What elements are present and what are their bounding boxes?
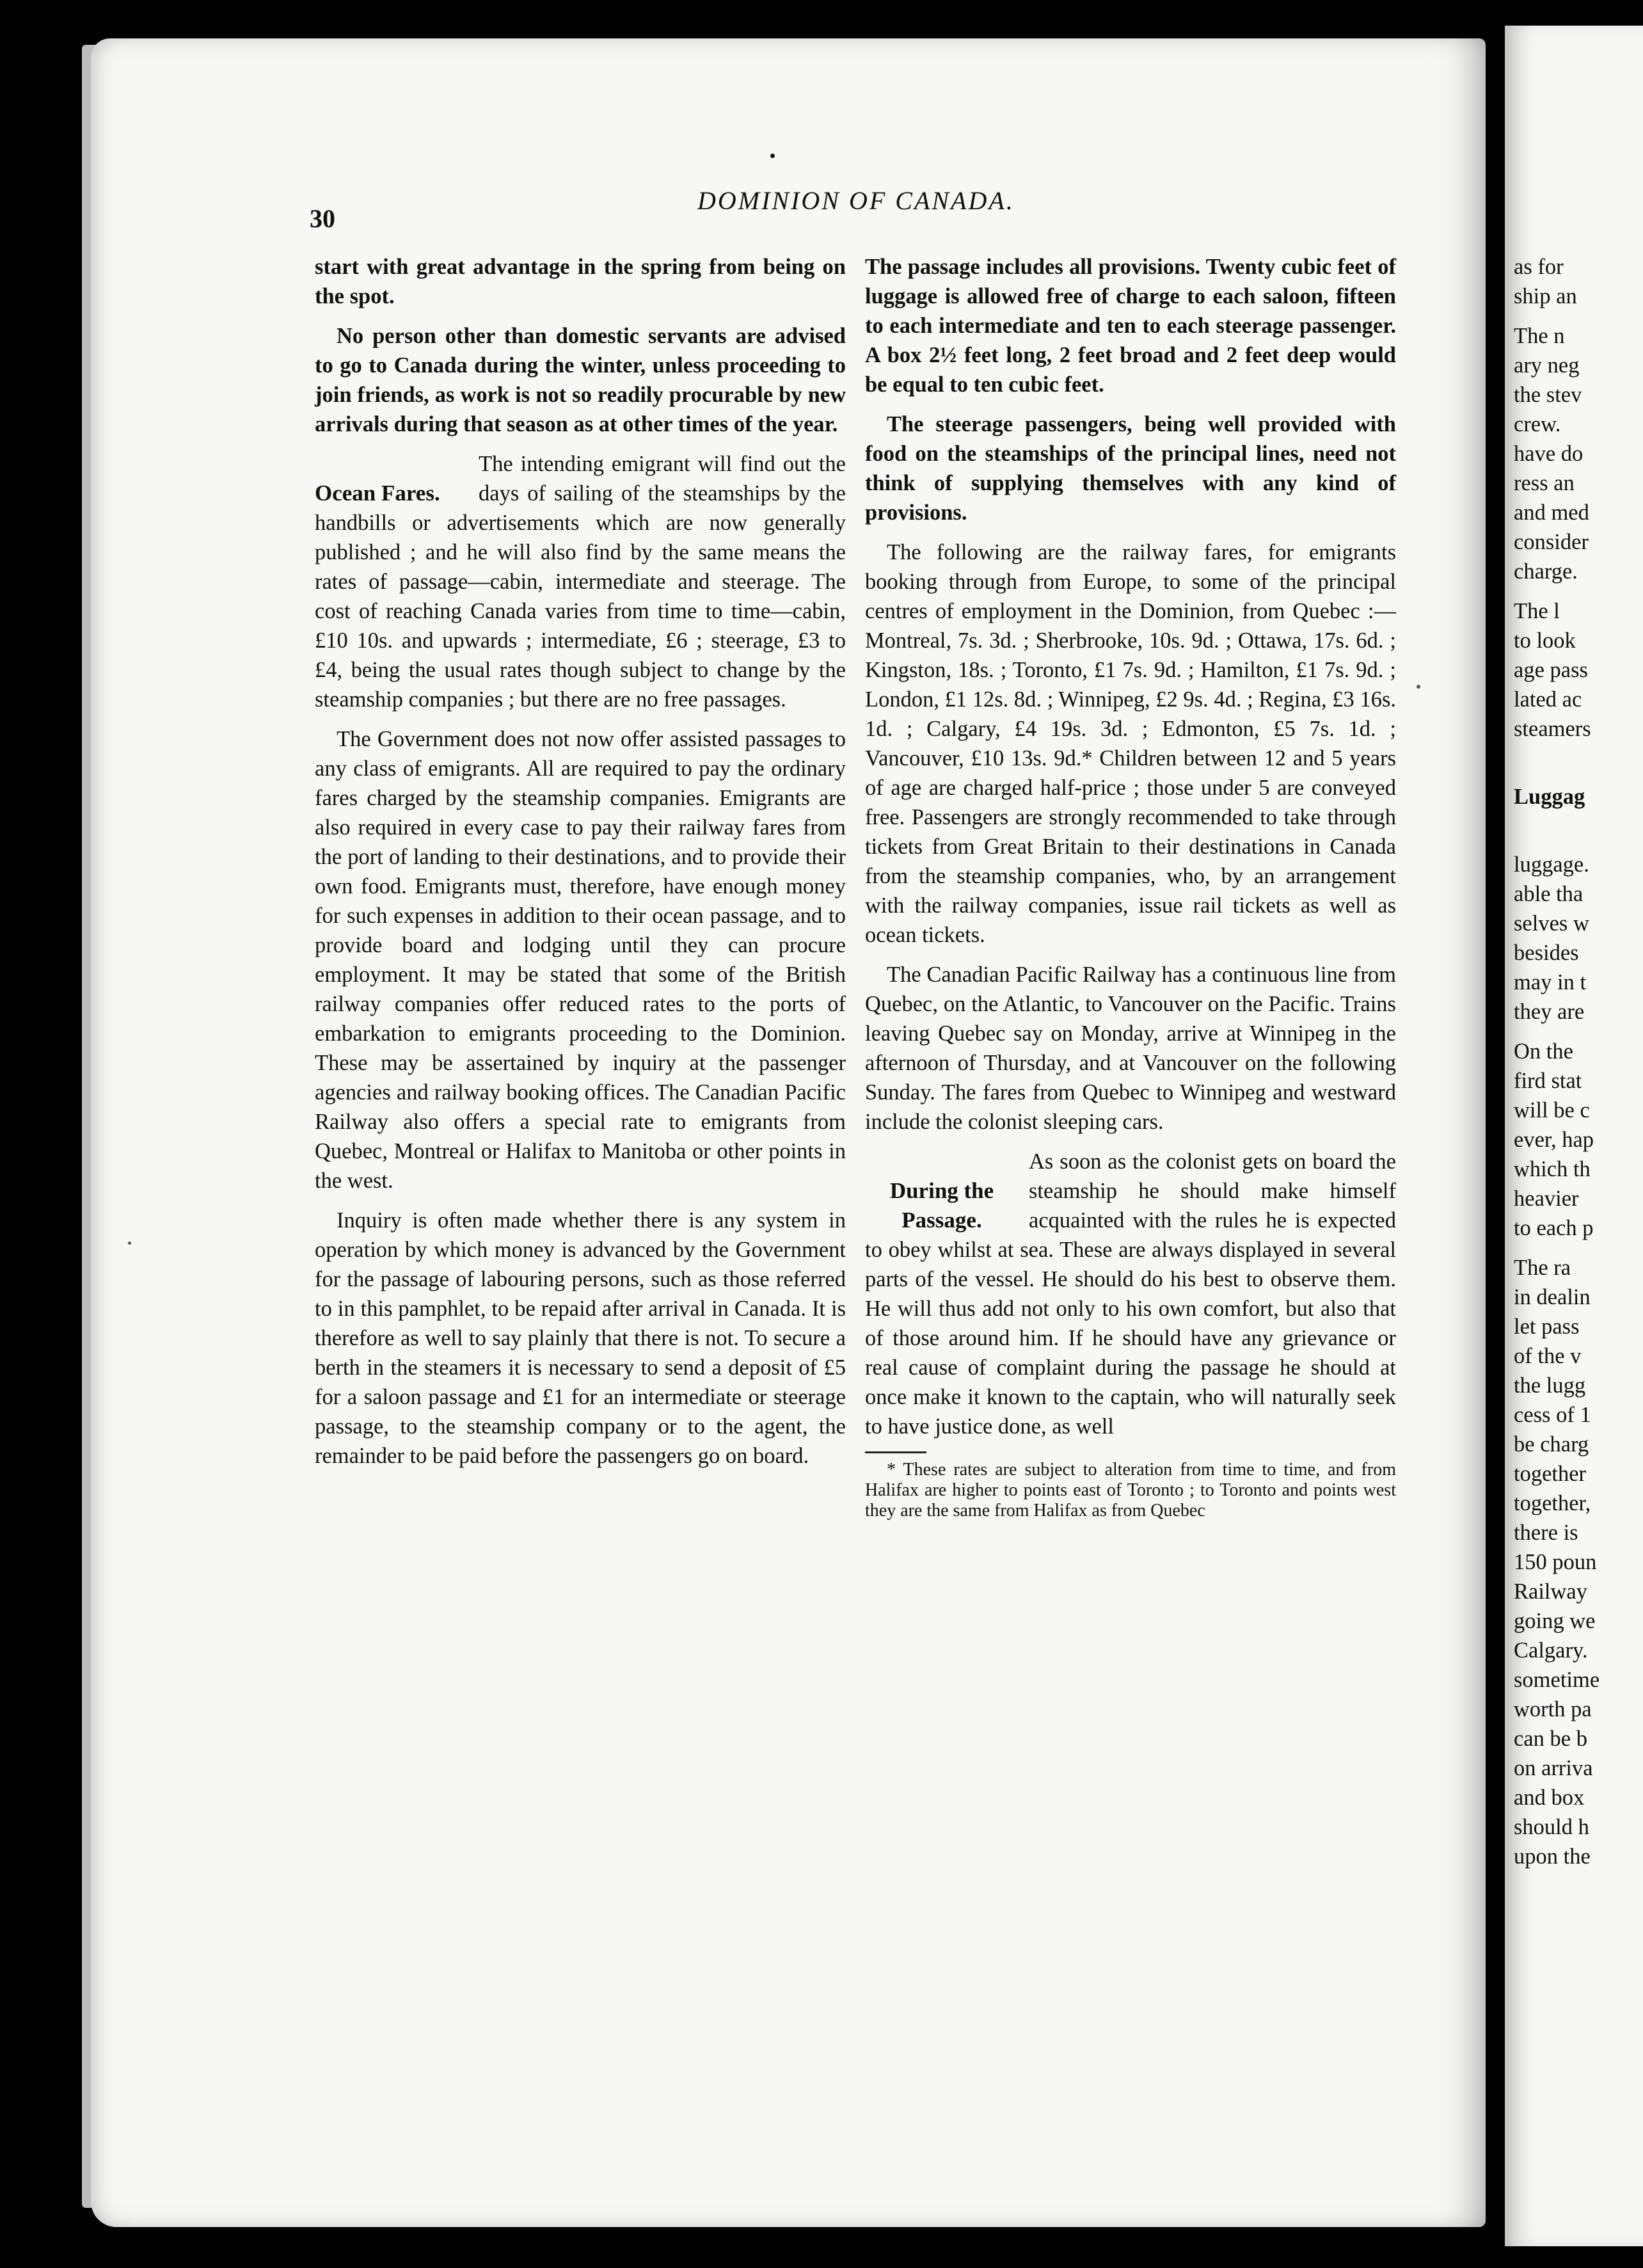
heading-line: During the <box>889 1178 994 1203</box>
fragment-line: 150 poun <box>1514 1550 1597 1574</box>
fragment-line: there is <box>1514 1521 1578 1545</box>
paragraph: The steerage passengers, being well provided with food on the steamships of the principal lines, need not think of supplying themselves with any kind of provisions. <box>865 412 1396 525</box>
fragment-line: age pass <box>1514 658 1588 682</box>
fragment-line: which th <box>1514 1157 1591 1181</box>
text-column-1 <box>315 252 846 1481</box>
fragment-line: heavier <box>1514 1186 1579 1211</box>
fragment-line: the stev <box>1514 383 1582 407</box>
fragment-line: on arriva <box>1514 1756 1593 1780</box>
fragment-line: and med <box>1514 500 1589 525</box>
fragment-line: should h <box>1514 1815 1589 1839</box>
fragment-line: ress an <box>1514 471 1575 495</box>
fragment-line: will be c <box>1514 1098 1590 1122</box>
fragment-line: Calgary. <box>1514 1638 1588 1663</box>
paragraph-text: The intending emigrant will find out the days of sailing of the steamships by the handbills or advertisements which are now generally published ; and he will also find by the same means the rates of passage—cabin, intermediate and steerage. The cost of reaching Canada varies from time to time—cabin, £10 10s. and upwards ; intermediate, £6 ; steerage, £3 to £4, being the usual rates though subject to change by the steamship companies ; but there are no free passages. <box>315 452 846 712</box>
paragraph: The Government does not now offer assisted passages to any class of emigrants. All are required to pay the ordinary fares charged by the steamship companies. Emigrants are also required in every case to pay their railway fares from the port of landing to their destinations, and to provide their own food. Emigrants must, therefore, have enough money for such expenses in addition to their ocean passage, and to provide board and lodging until they can procure employment. It may be stated that some of the British railway companies offer reduced rates to the ports of embarkation to emigrants proceeding to the Dominion. These may be assertained by inquiry at the passenger agencies and railway booking offices. The Canadian Pacific Railway also offers a special rate to emigrants from Quebec, Montreal or Halifax to Manitoba or other points in the west. <box>315 727 846 1193</box>
paragraph: The following are the railway fares, for emigrants booking through from Europe, to some of the principal centres of employment in the Dominion, from Quebec :—Montreal, 7s. 3d. ; Sherbrooke, 10s. 9d. ; Ottawa, 17s. 6d. ; Kingston, 18s. ; Toronto, £1 7s. 9d. ; Hamilton, £1 7s. 9d. ; London, £1 12s. 8d. ; Winnipeg, £2 9s. 4d. ; Regina, £3 16s. 1d. ; Calgary, £4 19s. 3d. ; Edmonton, £5 7s. 1d. ; Vancouver, £10 13s. 9d.* Children between 12 and 5 years of age are charged half-price ; those under 5 are conveyed free. Passengers are strongly recommended to take through tickets from Great Britain to their destinations in Canada from the steamship companies, who, by an arrangement with the railway companies, issue rail tickets as well as ocean tickets. <box>865 540 1396 947</box>
fragment-line: let pass <box>1514 1314 1580 1339</box>
paragraph-ocean-fares <box>315 449 846 714</box>
text-column-3-fragment <box>1514 252 1643 1871</box>
fragment-line: The l <box>1514 599 1560 623</box>
fragment-line: crew. <box>1514 412 1561 436</box>
scan-speck <box>1417 685 1420 689</box>
fragment-line: and box <box>1514 1785 1585 1810</box>
fragment-line: On the <box>1514 1039 1573 1064</box>
fragment-line: the lugg <box>1514 1373 1586 1398</box>
fragment-line: fird stat <box>1514 1069 1582 1093</box>
paragraph-during-passage <box>865 1147 1396 1441</box>
fragment-line: in dealin <box>1514 1285 1591 1309</box>
footnote: * These rates are subject to alteration from time to time, and from Halifax are higher to points east of Toronto ; to Toronto and points west they are the same from Halifax as from Quebec <box>865 1460 1396 1521</box>
heading-line: Passage. <box>901 1208 982 1233</box>
section-heading-luggage-fragment: Luggag <box>1514 785 1585 809</box>
fragment-line: The n <box>1514 324 1565 348</box>
fragment-line: going we <box>1514 1609 1596 1633</box>
fragment-line: worth pa <box>1514 1697 1592 1721</box>
fragment-line: able tha <box>1514 882 1583 906</box>
fragment-line: lated ac <box>1514 687 1582 712</box>
section-heading-during-passage <box>865 1176 1019 1235</box>
fragment-line: ary neg <box>1514 353 1580 378</box>
running-head: DOMINION OF CANADA. <box>697 186 1015 215</box>
fragment-line: selves w <box>1514 911 1589 936</box>
fragment-line: to each p <box>1514 1216 1594 1240</box>
fragment-line: as for <box>1514 255 1564 279</box>
fragment-line: besides <box>1514 941 1579 965</box>
fragment-line: steamers <box>1514 717 1591 741</box>
print-dot <box>770 154 775 158</box>
fragment-line: together, <box>1514 1491 1591 1515</box>
fragment-line: ship an <box>1514 284 1577 308</box>
paragraph-text: As soon as the colonist gets on board the steamship he should make himself acquainted with the rules he is expected to obey whilst at sea. These are always displayed in several parts of the vessel. He should do his best to observe them. He will thus add not only to his own comfort, but also that of those around him. If he should have any grievance or real cause of complaint during the passage he should at once make it known to the captain, who will naturally seek to have justice done, as well <box>865 1149 1396 1439</box>
fragment-line: Railway <box>1514 1579 1587 1604</box>
fragment-line: cess of 1 <box>1514 1403 1591 1427</box>
paragraph: The Canadian Pacific Railway has a continuous line from Quebec, on the Atlantic, to Vancouver on the Pacific. Trains leaving Quebec say on Monday, arrive at Winnipeg in the afternoon of Thursday, and at Vancouver on the following Sunday. The fares from Quebec to Winnipeg and westward include the colonist sleeping cars. <box>865 962 1396 1134</box>
paragraph: Inquiry is often made whether there is any system in operation by which money is advanced by the Government for the passage of labouring persons, such as those referred to in this pamphlet, to be repaid after arrival in Canada. It is therefore as well to say plainly that there is not. To secure a berth in the steamers it is necessary to send a deposit of £5 for a saloon passage and £1 for an intermediate or steerage passage, to the steamship company or to the agent, the remainder to be paid before the passengers go on board. <box>315 1208 846 1468</box>
fragment-line: to look <box>1514 628 1576 653</box>
fragment-line: have do <box>1514 442 1583 466</box>
fragment-line: upon the <box>1514 1844 1591 1869</box>
fragment-line: of the v <box>1514 1344 1582 1368</box>
text-column-2 <box>865 252 1396 1531</box>
section-heading-ocean-fares: Ocean Fares. <box>315 481 440 506</box>
page-number: 30 <box>310 204 335 233</box>
fragment-line: sometime <box>1514 1668 1600 1692</box>
paragraph: The passage includes all provisions. Twenty cubic feet of luggage is allowed free of charge to each saloon, fifteen to each intermediate and ten to each steerage passenger. A box 2½ feet long, 2 feet broad and 2 feet deep would be equal to ten cubic feet. <box>865 255 1396 397</box>
paragraph: No person other than domestic servants are advised to go to Canada during the winter, unless proceeding to join friends, as work is not so readily procurable by new arrivals during that season as at other times of the year. <box>315 324 846 436</box>
fragment-line: together <box>1514 1462 1587 1486</box>
fragment-line: can be b <box>1514 1727 1587 1751</box>
fragment-line: be charg <box>1514 1432 1589 1457</box>
scan-speck <box>128 1242 131 1245</box>
fragment-line: they are <box>1514 1000 1585 1024</box>
paragraph: start with great advantage in the spring from being on the spot. <box>315 255 846 308</box>
fragment-line: The ra <box>1514 1256 1571 1280</box>
fragment-line: may in t <box>1514 970 1587 994</box>
footnote-rule <box>865 1451 926 1453</box>
fragment-line: charge. <box>1514 559 1578 584</box>
fragment-line: consider <box>1514 530 1589 554</box>
fragment-line: luggage. <box>1514 852 1589 877</box>
fragment-line: ever, hap <box>1514 1128 1594 1152</box>
